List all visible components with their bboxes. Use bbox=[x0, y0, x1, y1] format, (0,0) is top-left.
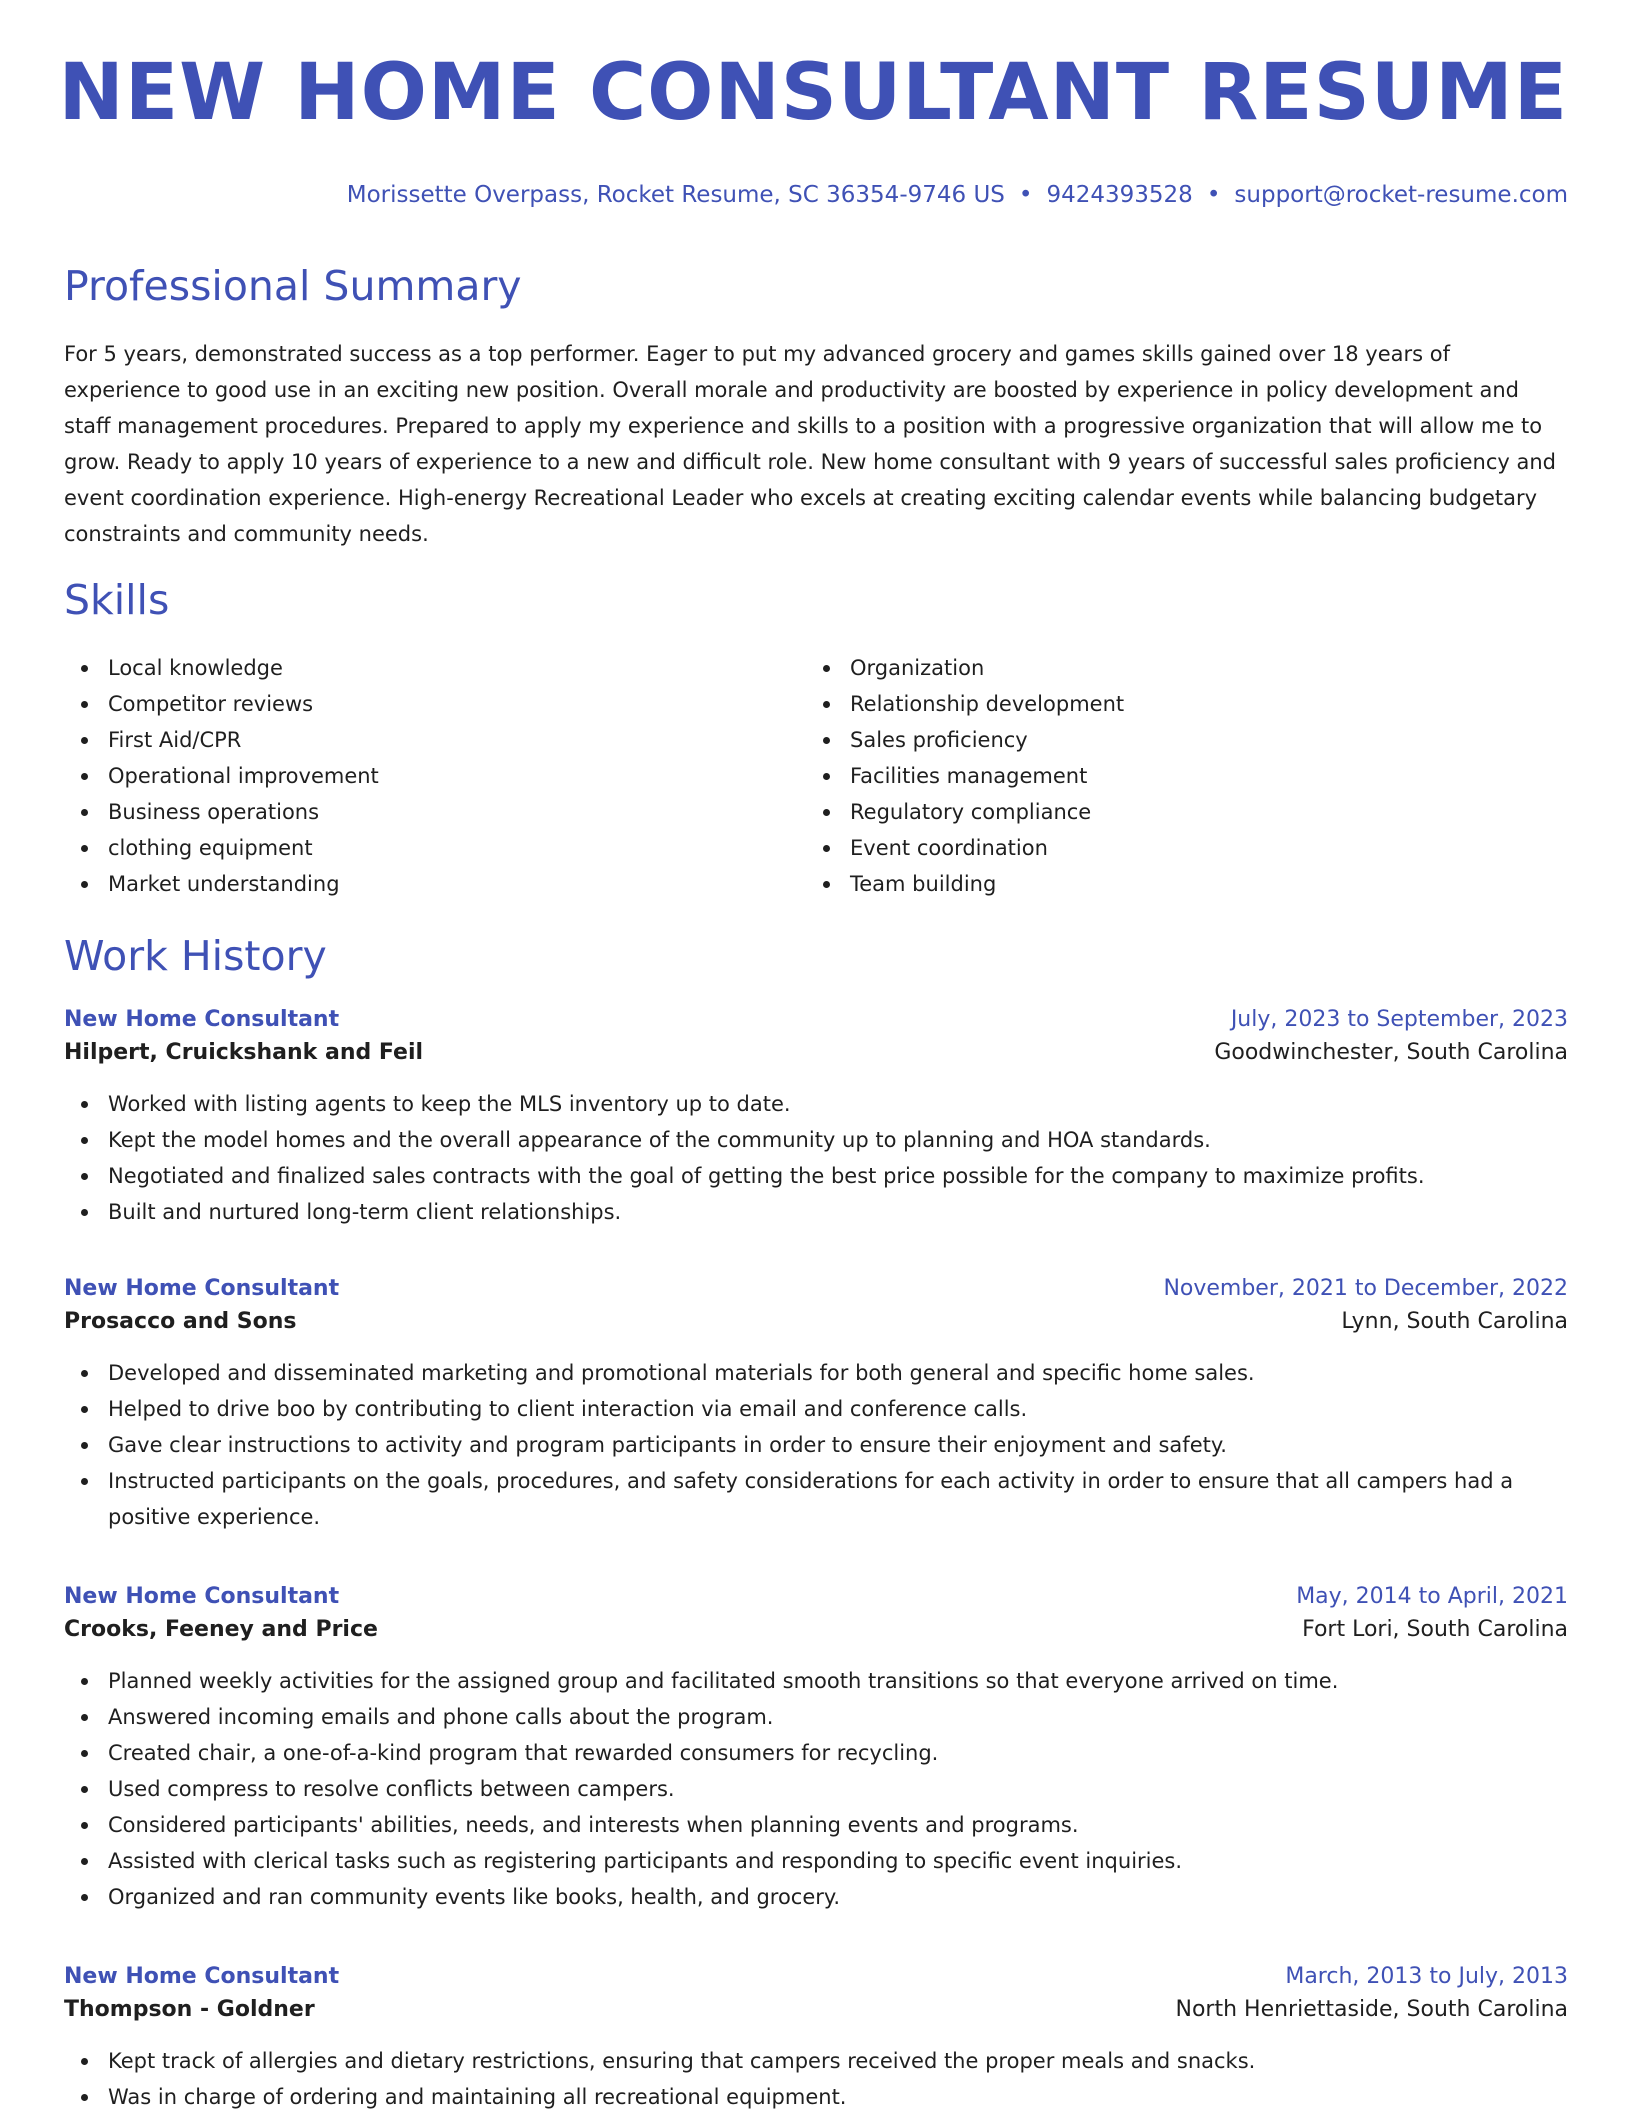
skill-item: Local knowledge bbox=[64, 650, 806, 686]
job-bullet: Worked with listing agents to keep the MLS inventory up to date. bbox=[64, 1086, 1568, 1122]
job-dates: May, 2014 to April, 2021 bbox=[1296, 1584, 1568, 1609]
job-bullet: Assisted with clerical tasks such as registering participants and responding to specific event inquiries. bbox=[64, 1843, 1568, 1879]
skill-item: Competitor reviews bbox=[64, 686, 806, 722]
skill-item: Regulatory compliance bbox=[806, 794, 1548, 830]
job-bullet: Organized and ran community events like books, health, and grocery. bbox=[64, 1879, 1568, 1915]
job-location: North Henriettaside, South Carolina bbox=[1175, 1997, 1568, 2022]
job-bullet: Gave clear instructions to activity and program participants in order to ensure their enjoyment and safety. bbox=[64, 1427, 1568, 1463]
summary-heading: Professional Summary bbox=[64, 262, 522, 310]
contact-separator: • bbox=[1206, 182, 1221, 208]
skill-item: Market understanding bbox=[64, 866, 806, 902]
job-bullets bbox=[64, 1355, 1568, 1535]
job-bullet: Built and nurtured long-term client relationships. bbox=[64, 1194, 1568, 1230]
job-title: New Home Consultant bbox=[64, 1584, 340, 1609]
job-entry bbox=[64, 1962, 1568, 2115]
job-bullet: Answered incoming emails and phone calls about the program. bbox=[64, 1699, 1568, 1735]
job-bullet: Considered participants' abilities, needs, and interests when planning events and programs. bbox=[64, 1807, 1568, 1843]
job-bullet: Developed and disseminated marketing and promotional materials for both general and specific home sales. bbox=[64, 1355, 1568, 1391]
job-company: Hilpert, Cruickshank and Feil bbox=[64, 1040, 424, 1065]
skill-item: Team building bbox=[806, 866, 1548, 902]
job-bullet: Created chair, a one-of-a-kind program that rewarded consumers for recycling. bbox=[64, 1735, 1568, 1771]
contact-email[interactable]: support@rocket-resume.com bbox=[1234, 182, 1568, 208]
job-title: New Home Consultant bbox=[64, 1964, 340, 1989]
job-entry bbox=[64, 1005, 1568, 1230]
job-bullets bbox=[64, 2043, 1568, 2115]
skills-list bbox=[64, 650, 1568, 902]
job-company: Crooks, Feeney and Price bbox=[64, 1617, 378, 1642]
skill-item: First Aid/CPR bbox=[64, 722, 806, 758]
skills-column-left bbox=[64, 650, 806, 902]
skill-item: clothing equipment bbox=[64, 830, 806, 866]
skills-heading: Skills bbox=[64, 576, 170, 624]
skill-item: Business operations bbox=[64, 794, 806, 830]
job-title: New Home Consultant bbox=[64, 1276, 340, 1301]
skill-item: Facilities management bbox=[806, 758, 1548, 794]
summary-text: For 5 years, demonstrated success as a top performer. Eager to put my advanced grocery and games skills gained over 18 years of experience to good use in an exciting new position. Overall morale and productivity are boosted by experience in policy development and staff management procedures. Prepared to apply my experience and skills to a position with a progressive organization that will allow me to grow. Ready to apply 10 years of experience to a new and difficult role. New home consultant with 9 years of successful sales proficiency and event coordination experience. High-energy Recreational Leader who excels at creating exciting calendar events while balancing budgetary constraints and community needs. bbox=[64, 342, 1556, 546]
skill-item: Operational improvement bbox=[64, 758, 806, 794]
job-location: Goodwinchester, South Carolina bbox=[1214, 1040, 1568, 1065]
resume-title: NEW HOME CONSULTANT RESUME bbox=[58, 48, 1568, 138]
job-entry bbox=[64, 1274, 1568, 1535]
job-company: Prosacco and Sons bbox=[64, 1309, 297, 1334]
job-dates: March, 2013 to July, 2013 bbox=[1285, 1964, 1568, 1989]
contact-address: Morissette Overpass, Rocket Resume, SC 36354-9746 US bbox=[346, 182, 1005, 208]
job-dates: November, 2021 to December, 2022 bbox=[1163, 1276, 1568, 1301]
job-bullet: Negotiated and finalized sales contracts with the goal of getting the best price possible for the company to maximize profits. bbox=[64, 1158, 1568, 1194]
skill-item: Sales proficiency bbox=[806, 722, 1548, 758]
job-location: Fort Lori, South Carolina bbox=[1302, 1617, 1568, 1642]
skill-item: Relationship development bbox=[806, 686, 1548, 722]
contact-phone[interactable]: 9424393528 bbox=[1046, 182, 1193, 208]
job-title: New Home Consultant bbox=[64, 1007, 340, 1032]
skill-item: Organization bbox=[806, 650, 1548, 686]
job-bullet: Helped to drive boo by contributing to client interaction via email and conference calls. bbox=[64, 1391, 1568, 1427]
skill-item: Event coordination bbox=[806, 830, 1548, 866]
job-entry bbox=[64, 1582, 1568, 1915]
job-bullet: Planned weekly activities for the assigned group and facilitated smooth transitions so that everyone arrived on time. bbox=[64, 1663, 1568, 1699]
contact-line bbox=[347, 182, 1568, 208]
job-dates: July, 2023 to September, 2023 bbox=[1230, 1007, 1568, 1032]
contact-separator: • bbox=[1018, 182, 1033, 208]
skills-column-right bbox=[806, 650, 1548, 902]
job-company: Thompson - Goldner bbox=[64, 1997, 315, 2022]
job-bullet: Kept track of allergies and dietary restrictions, ensuring that campers received the proper meals and snacks. bbox=[64, 2043, 1568, 2079]
job-location: Lynn, South Carolina bbox=[1341, 1309, 1568, 1334]
job-bullet: Kept the model homes and the overall appearance of the community up to planning and HOA standards. bbox=[64, 1122, 1568, 1158]
work-history-heading: Work History bbox=[64, 932, 327, 980]
job-bullet: Used compress to resolve conflicts between campers. bbox=[64, 1771, 1568, 1807]
job-bullet: Was in charge of ordering and maintaining all recreational equipment. bbox=[64, 2079, 1568, 2115]
job-bullets bbox=[64, 1663, 1568, 1915]
job-bullets bbox=[64, 1086, 1568, 1230]
job-bullet: Instructed participants on the goals, procedures, and safety considerations for each activity in order to ensure that all campers had a positive experience. bbox=[64, 1463, 1568, 1535]
